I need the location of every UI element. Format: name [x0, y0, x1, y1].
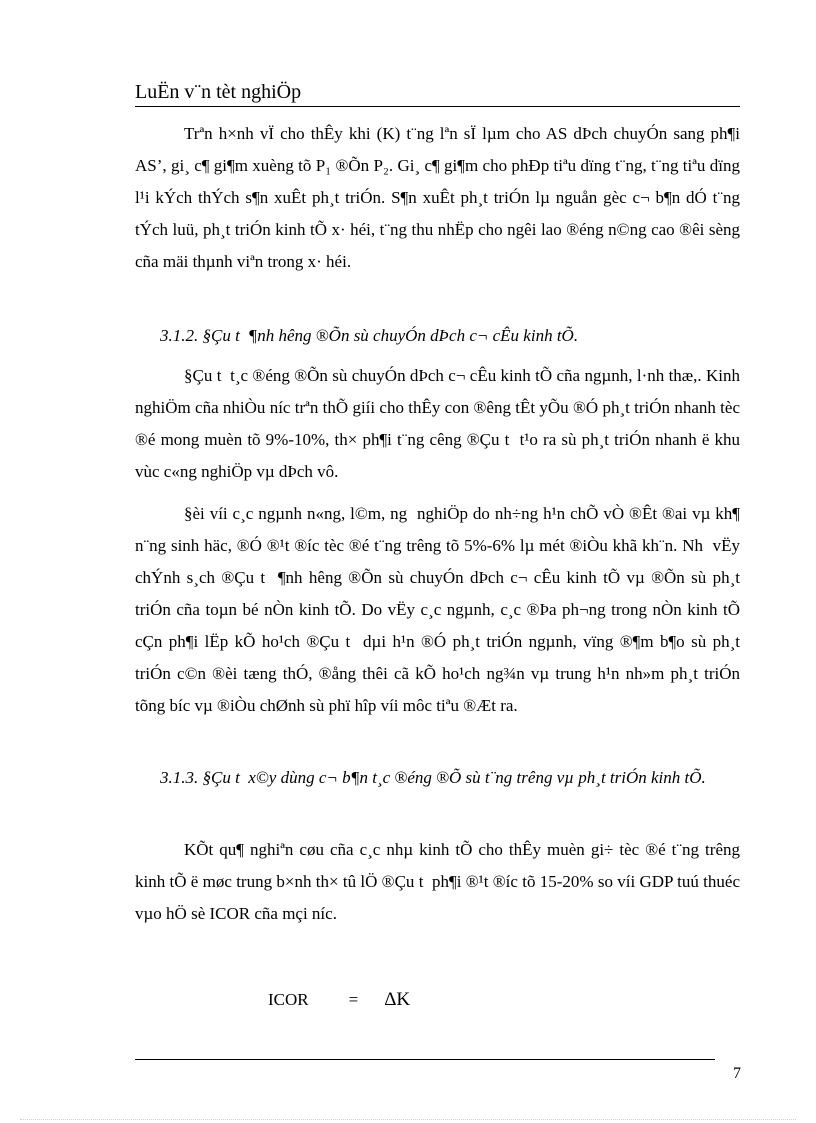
running-header: LuËn v¨n tèt nghiÖp: [135, 80, 740, 107]
icor-formula: [268, 988, 410, 1012]
footer-divider: [135, 1059, 715, 1060]
formula-rhs: ΔK: [384, 989, 411, 1010]
paragraph-investment-structure: §Çu t t¸c ®éng ®Õn sù chuyÓn dÞch c¬ cÊu kinh tÕ cña ngµnh, l·nh thæ,. Kinh nghiÖm cña nhiÒu níc trªn thÕ giíi cho thÊy con ®êng tÊt yÕu ®Ó ph¸t triÓn nhanh tèc ®é mong muèn tõ 9%-10%, th× ph¶i t¨ng cêng ®Çu t t¹o ra sù ph¸t triÓn nhanh ë khu vùc c«ng nghiÖp vµ dÞch vô.: [135, 366, 740, 481]
page-number: 7: [733, 1065, 741, 1082]
paragraph-icor: KÕt qu¶ nghiªn cøu cña c¸c nhµ kinh tÕ cho thÊy muèn gi÷ tèc ®é t¨ng trêng kinh tÕ ë møc trung b×nh th× tû lÖ ®Çu t ph¶i ®¹t ®íc tõ 15-20% so víi GDP tuú thuéc vµo hÖ sè ICOR cña mçi níc.: [135, 840, 740, 923]
subheading-3-1-3: 3.1.3. §Çu t x©y dùng c¬ b¶n t¸c ®éng ®Õ sù t¨ng trêng vµ ph¸t triÓn kinh tÕ.: [160, 768, 706, 787]
page-edge-divider: [20, 1119, 796, 1120]
formula-equals: =: [348, 990, 359, 1009]
subheading-3-1-2: 3.1.2. §Çu t ¶nh hêng ®Õn sù chuyÓn dÞch c¬ cÊu kinh tÕ.: [160, 326, 579, 345]
paragraph-supply-shift: Trªn h×nh vÏ cho thÊy khi (K) t¨ng lªn sÏ lµm cho AS dÞch chuyÓn sang ph¶i AS’, gi¸ c¶ gi¶m xuèng tõ P₁ ®Õn P₂. Gi¸ c¶ gi¶m cho phÐp tiªu dïng t¨ng, t¨ng tiªu dïng l¹i kÝch thÝch s¶n xuÊt ph¸t triÓn. S¶n xuÊt ph¸t triÓn lµ nguån gèc c¬ b¶n dÓ t¨ng tÝch luü, ph¸t triÓn kinh tÕ x· héi, t¨ng thu nhËp cho ngêi lao ®éng n©ng cao ®êi sèng cña mäi thµnh viªn trong x· héi.: [135, 124, 740, 271]
paragraph-agriculture: §èi víi c¸c ngµnh n«ng, l©m, ng nghiÖp do nh÷ng h¹n chÕ vÒ ®Êt ®ai vµ kh¶ n¨ng sinh häc, ®Ó ®¹t ®íc tèc ®é t¨ng trêng tõ 5%-6% lµ mét ®iÒu khã kh¨n. Nh vËy chÝnh s¸ch ®Çu t ¶nh hêng ®Õn sù chuyÓn dÞch c¬ cÊu kinh tÕ vµ ®Õn sù ph¸t triÓn cña toµn bé nÒn kinh tÕ. Do vËy c¸c ngµnh, c¸c ®Þa ph¬ng trong nÒn kinh tÕ cÇn ph¶i lËp kÕ ho¹ch ®Çu t dµi h¹n ®Ó ph¸t triÓn ngµnh, vïng ®¶m b¶o sù ph¸t triÓn c©n ®èi tæng thÓ, ®ång thêi cã kÕ ho¹ch ng¾n vµ trung h¹n nh»m ph¸t triÓn tõng bíc vµ ®iÒu chØnh sù phï hîp víi môc tiªu ®Æt ra.: [135, 504, 740, 715]
formula-lhs: ICOR: [268, 990, 309, 1009]
